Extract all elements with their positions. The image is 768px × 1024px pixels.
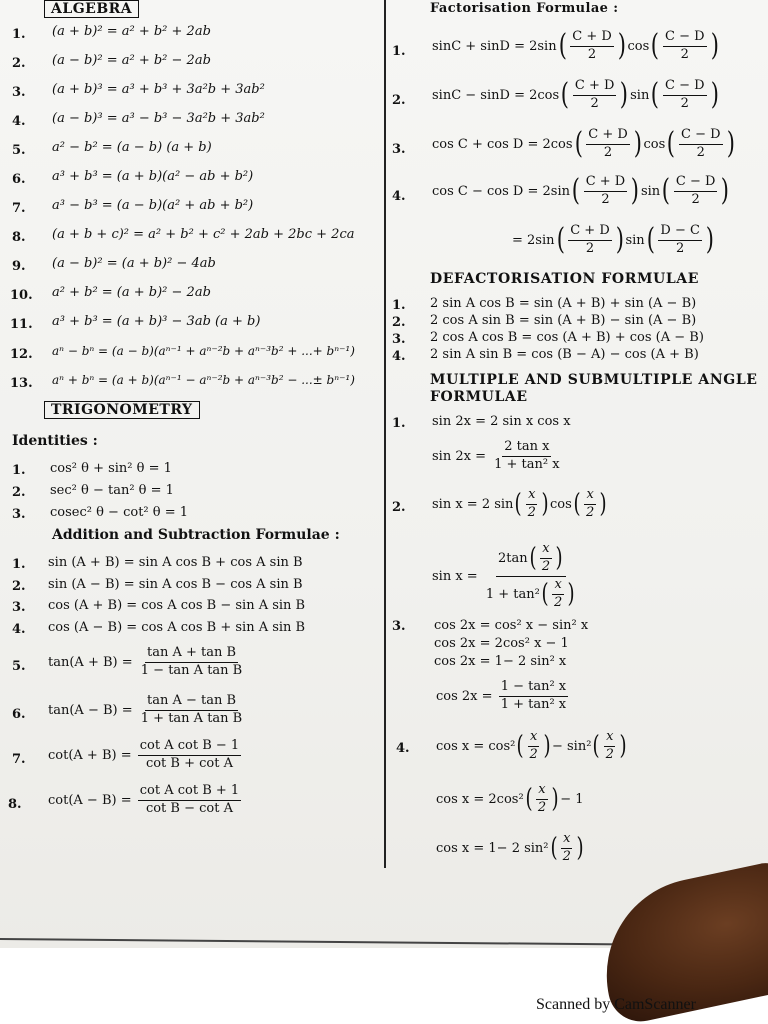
fraction-denominator: 2 <box>590 95 599 111</box>
fraction-denominator: 2 <box>537 799 547 815</box>
addsub-formula: sin (A − B) = sin A cos B − cos A sin B <box>48 577 303 592</box>
sinx-mid: cos <box>550 496 572 512</box>
cosx-lhs: cos x = 1− 2 sin² <box>436 840 549 856</box>
algebra-heading: ALGEBRA <box>44 0 139 18</box>
sinx-tan-fraction <box>484 542 579 611</box>
fraction-numerator: 2tan( $\frac{x}{2}$ ) <box>496 542 566 577</box>
addsub-number: 2. <box>12 579 26 594</box>
algebra-number: 2. <box>12 56 26 71</box>
cos2x-lhs: cos 2x = <box>436 688 493 704</box>
algebra-number: 6. <box>12 172 26 187</box>
tan-sum-fraction <box>139 646 244 679</box>
multi-number: 2. <box>392 500 406 515</box>
cos2x-formula: cos 2x = cos² x − sin² x <box>434 618 589 633</box>
addition-subtraction-heading: Addition and Subtraction Formulae : <box>52 527 340 543</box>
fraction-denominator: 1 + tan² x <box>494 456 560 472</box>
fraction-denominator: 1 + tan²( $\frac{x}{2}$ ) <box>485 576 575 610</box>
fraction-numerator: C − D <box>674 175 718 192</box>
fraction-denominator: 2 <box>696 144 705 160</box>
cos2x-fraction <box>499 680 568 713</box>
fact-fraction-a <box>586 128 630 161</box>
fact-fn2: sin <box>630 87 650 103</box>
fraction-numerator: C − D <box>679 128 723 145</box>
identities-heading: Identities : <box>12 433 98 449</box>
cos2x-formula: cos 2x = 2cos² x − 1 <box>434 636 569 651</box>
tan-diff-formula <box>48 694 246 727</box>
sinx-lhs: sin x = 2 sin <box>432 496 514 512</box>
cos2x-formula: cos 2x = 1− 2 sin² x <box>434 654 567 669</box>
fraction-denominator: 2 <box>529 746 538 762</box>
addsub-number: 5. <box>12 659 26 674</box>
sinx-tan-num: 2tan <box>498 550 528 566</box>
algebra-formula: a³ − b³ = (a − b)(a² + ab + b²) <box>52 198 254 213</box>
defact-formula: 2 sin A cos B = sin (A + B) + sin (A − B) <box>430 296 697 311</box>
fraction-numerator: C + D <box>573 79 617 96</box>
algebra-formula: aⁿ + bⁿ = (a + b)(aⁿ⁻¹ − aⁿ⁻²b + aⁿ⁻³b² − ...± bⁿ⁻¹) <box>52 373 355 387</box>
sinx-half-formula: sin x = 2 sin( $\frac{x}{2}$ ) cos( $\frac{x}{2}$ ) <box>432 487 607 520</box>
cot-diff-formula <box>48 784 243 817</box>
fraction-numerator: x <box>552 578 563 595</box>
fact-fraction-b <box>658 224 702 257</box>
fraction-denominator: 2 <box>527 504 536 520</box>
fact-fraction-a <box>584 175 628 208</box>
fact-lhs: sinC + sinD = 2sin <box>432 38 557 54</box>
cosx-lhs: cos x = cos² <box>436 738 516 754</box>
fact-fraction-b <box>679 128 723 161</box>
fraction-numerator: C + D <box>568 224 612 241</box>
fact-lhs: cos C + cos D = 2cos <box>432 136 573 152</box>
cot-diff-lhs: cot(A − B) = <box>48 792 132 808</box>
fraction-denominator: 2 <box>587 46 597 62</box>
cos2x-tan-formula <box>436 680 570 713</box>
fraction-numerator: 2 tan x <box>502 440 551 457</box>
fraction-denominator: 2 <box>541 558 551 574</box>
algebra-number: 1. <box>12 27 26 42</box>
half-angle-fraction <box>552 578 564 611</box>
trigonometry-heading: TRIGONOMETRY <box>44 401 200 419</box>
multi-number: 4. <box>396 741 410 756</box>
algebra-formula: (a − b)³ = a³ − b³ − 3a²b + 3ab² <box>52 111 265 126</box>
algebra-formula: a³ + b³ = (a + b)(a² − ab + b²) <box>52 169 254 184</box>
multiple-angle-heading-1: MULTIPLE AND SUBMULTIPLE ANGLE <box>430 372 758 388</box>
algebra-number: 5. <box>12 143 26 158</box>
fact-fraction-b <box>663 30 707 63</box>
fraction-denominator: cot B + cot A <box>145 755 233 771</box>
half-angle-fraction <box>540 542 552 575</box>
fraction-numerator: C − D <box>663 30 707 47</box>
sin2x-lhs: sin 2x = <box>432 448 486 464</box>
fact-fraction-b <box>674 175 718 208</box>
identity-formula: sec² θ − tan² θ = 1 <box>50 483 174 498</box>
defactorisation-heading: DEFACTORISATION FORMULAE <box>430 271 700 287</box>
identity-number: 3. <box>12 507 26 522</box>
factorisation-heading: Factorisation Formulae : <box>430 1 619 16</box>
fraction-numerator: C + D <box>586 128 630 145</box>
tan-diff-fraction <box>139 694 244 727</box>
algebra-formula: a² + b² = (a + b)² − 2ab <box>52 285 211 300</box>
multiple-angle-heading-2: FORMULAE <box>430 389 528 405</box>
fraction-numerator: cot A cot B + 1 <box>138 784 241 801</box>
fact-fn2: sin <box>640 183 661 199</box>
fraction-numerator: tan A + tan B <box>145 646 238 663</box>
addsub-formula: cos (A − B) = cos A cos B + sin A sin B <box>48 620 306 635</box>
algebra-number: 4. <box>12 114 26 129</box>
tan-diff-lhs: tan(A − B) = <box>48 702 133 718</box>
fact-fraction-a <box>570 30 614 63</box>
fact-number: 1. <box>392 44 406 59</box>
multi-number: 1. <box>392 416 406 431</box>
fact-lhs: cos C − cos D = 2sin <box>432 183 570 199</box>
defact-formula: 2 cos A cos B = cos (A + B) + cos (A − B) <box>430 330 704 345</box>
fact-fraction-b <box>663 79 707 112</box>
fraction-denominator: 1 + tan A tan B <box>140 710 243 726</box>
cosx-mid: − sin² <box>551 738 592 754</box>
defact-number: 2. <box>392 315 406 330</box>
half-angle-fraction <box>604 730 616 763</box>
fact-formula-1: sinC + sinD = 2sin( $\frac{C + D}{2}$ ) cos( $\frac{C - D}{2}$ ) <box>432 28 719 64</box>
fraction-numerator: tan A − tan B <box>145 694 238 711</box>
fact-lhs: = 2sin <box>512 232 555 248</box>
fraction-numerator: x <box>561 832 572 849</box>
fraction-denominator: 2 <box>680 46 689 62</box>
fraction-numerator: cot A cot B − 1 <box>138 739 241 756</box>
addsub-number: 6. <box>12 707 26 722</box>
fact-number: 4. <box>392 189 406 204</box>
cosx-tail: − 1 <box>560 791 584 807</box>
cosx-half-formula-2: cos x = 2cos²( $\frac{x}{2}$ ) − 1 <box>436 782 584 815</box>
cot-diff-fraction <box>138 784 241 817</box>
fraction-denominator: 2 <box>680 95 689 111</box>
algebra-number: 8. <box>12 230 26 245</box>
fraction-denominator: 2 <box>585 504 595 520</box>
tan-sum-formula <box>48 646 246 679</box>
half-angle-fraction <box>528 730 540 763</box>
identity-number: 2. <box>12 485 26 500</box>
sin2x-fraction <box>492 440 561 473</box>
sin2x-formula: sin 2x = 2 sin x cos x <box>432 414 571 429</box>
fraction-denominator: 2 <box>585 240 595 256</box>
algebra-number: 3. <box>12 85 26 100</box>
fraction-numerator: x <box>604 730 615 747</box>
algebra-formula: (a + b + c)² = a² + b² + c² + 2ab + 2bc + 2ca <box>52 227 355 242</box>
cosx-lhs: cos x = 2cos² <box>436 791 524 807</box>
algebra-formula: (a − b)² = (a + b)² − 4ab <box>52 256 216 271</box>
fraction-denominator: 2 <box>601 191 610 207</box>
fraction-denominator: 2 <box>691 191 700 207</box>
fact-fraction-a <box>568 224 612 257</box>
half-angle-fraction <box>584 488 596 521</box>
identity-formula: cos² θ + sin² θ = 1 <box>50 461 172 476</box>
sin2x-tan-formula <box>432 440 564 473</box>
fraction-denominator: cot B − cot A <box>145 800 233 816</box>
algebra-formula: (a + b)² = a² + b² + 2ab <box>52 24 211 39</box>
fact-fn2: sin <box>625 232 645 248</box>
fraction-numerator: x <box>526 488 537 505</box>
column-divider <box>384 0 386 868</box>
algebra-formula: a³ + b³ = (a + b)³ − 3ab (a + b) <box>52 314 261 329</box>
fraction-denominator: 1 − tan A tan B <box>140 662 243 678</box>
fraction-denominator: 2 <box>605 746 614 762</box>
sinx-tan-den: 1 + tan² <box>485 586 540 602</box>
cot-sum-lhs: cot(A + B) = <box>48 747 132 763</box>
algebra-number: 12. <box>10 347 33 362</box>
algebra-formula: aⁿ − bⁿ = (a − b)(aⁿ⁻¹ + aⁿ⁻²b + aⁿ⁻³b² + ...+ bⁿ⁻¹) <box>52 344 355 358</box>
tan-sum-lhs: tan(A + B) = <box>48 654 133 670</box>
fraction-numerator: C + D <box>584 175 628 192</box>
fact-formula-3: cos C + cos D = 2cos( $\frac{C + D}{2}$ ) cos( $\frac{C - D}{2}$ ) <box>432 126 735 162</box>
cosx-half-formula-3: cos x = 1− 2 sin²( $\frac{x}{2}$ ) <box>436 831 584 864</box>
fraction-numerator: x <box>536 783 547 800</box>
algebra-number: 7. <box>12 201 26 216</box>
half-angle-fraction <box>526 488 538 521</box>
sinx-tan-lhs: sin x = <box>432 568 478 584</box>
algebra-number: 9. <box>12 259 26 274</box>
fraction-denominator: 2 <box>676 240 685 256</box>
cot-sum-fraction <box>138 739 241 772</box>
algebra-formula: (a − b)² = a² + b² − 2ab <box>52 53 211 68</box>
addsub-number: 8. <box>8 797 22 812</box>
fact-fn2: cos <box>627 38 650 54</box>
fact-formula-4: cos C − cos D = 2sin( $\frac{C + D}{2}$ ) sin( $\frac{C - D}{2}$ ) <box>432 173 730 209</box>
half-angle-fraction <box>536 783 548 816</box>
cot-sum-formula <box>48 739 243 772</box>
defact-formula: 2 sin A sin B = cos (B − A) − cos (A + B) <box>430 347 699 362</box>
fraction-numerator: x <box>540 542 551 559</box>
sinx-tan-formula <box>432 542 580 611</box>
defact-number: 4. <box>392 349 406 364</box>
fraction-denominator: 2 <box>562 848 571 864</box>
addsub-number: 3. <box>12 600 26 615</box>
addsub-number: 7. <box>12 752 26 767</box>
algebra-formula: a² − b² = (a − b) (a + b) <box>52 140 212 155</box>
fact-fn2: cos <box>643 136 666 152</box>
scanner-watermark: Scanned by CamScanner <box>536 996 696 1013</box>
defact-number: 3. <box>392 332 406 347</box>
defact-formula: 2 cos A sin B = sin (A + B) − sin (A − B) <box>430 313 697 328</box>
fraction-denominator: 2 <box>554 594 563 610</box>
fact-number: 2. <box>392 93 406 108</box>
fact-fraction-a <box>573 79 617 112</box>
multi-number: 3. <box>392 619 406 634</box>
addsub-formula: cos (A + B) = cos A cos B − sin A sin B <box>48 598 306 613</box>
algebra-number: 13. <box>10 376 33 391</box>
fraction-numerator: C + D <box>570 30 614 47</box>
fraction-numerator: C − D <box>663 79 707 96</box>
identity-number: 1. <box>12 463 26 478</box>
fact-formula-2: sinC − sinD = 2cos( $\frac{C + D}{2}$ ) sin( $\frac{C - D}{2}$ ) <box>432 77 719 113</box>
fact-formula-4-alt: = 2sin( $\frac{C + D}{2}$ ) sin( $\frac{D - C}{2}$ ) <box>512 222 714 258</box>
fraction-numerator: 1 − tan² x <box>499 680 568 697</box>
half-angle-fraction <box>561 832 573 865</box>
algebra-formula: (a + b)³ = a³ + b³ + 3a²b + 3ab² <box>52 82 265 97</box>
fraction-denominator: 2 <box>603 144 613 160</box>
defact-number: 1. <box>392 298 406 313</box>
algebra-number: 10. <box>10 288 33 303</box>
addsub-number: 4. <box>12 622 26 637</box>
identity-formula: cosec² θ − cot² θ = 1 <box>50 505 189 520</box>
fraction-denominator: 1 + tan² x <box>500 696 567 712</box>
fraction-numerator: x <box>528 730 539 747</box>
fraction-numerator: D − C <box>658 224 702 241</box>
cosx-half-formula-1: cos x = cos²( $\frac{x}{2}$ ) − sin²( $\frac{x}{2}$ ) <box>436 729 627 762</box>
addsub-formula: sin (A + B) = sin A cos B + cos A sin B <box>48 555 303 570</box>
algebra-number: 11. <box>10 317 33 332</box>
addsub-number: 1. <box>12 557 26 572</box>
fraction-numerator: x <box>584 488 595 505</box>
fact-number: 3. <box>392 142 406 157</box>
fact-lhs: sinC − sinD = 2cos <box>432 87 560 103</box>
